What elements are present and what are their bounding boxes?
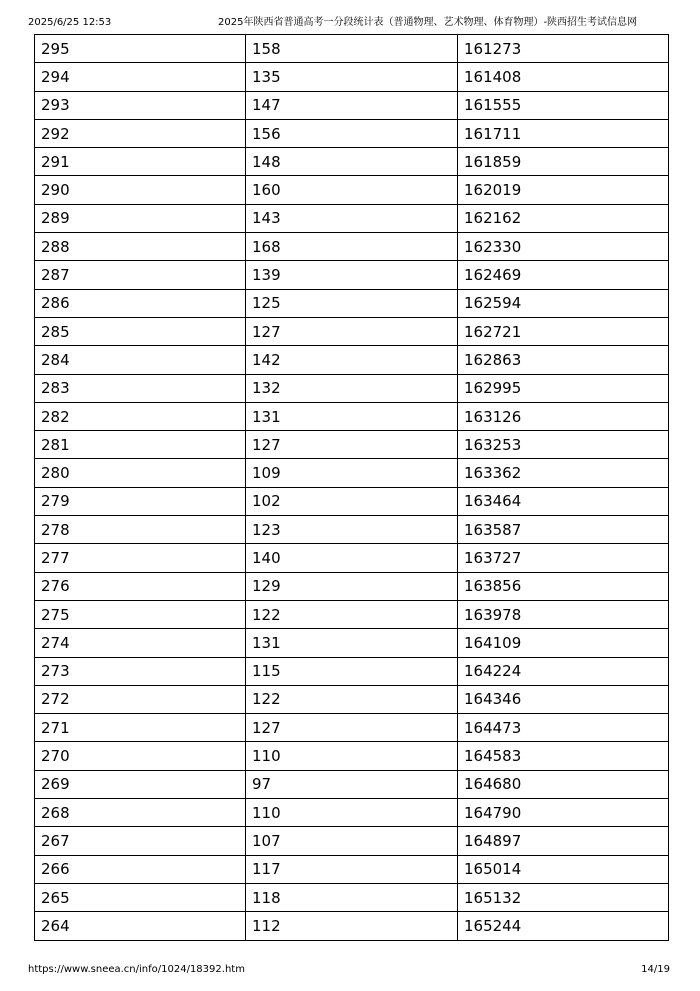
cumulative-count-cell: 163978 — [458, 600, 669, 628]
score-cell: 281 — [35, 431, 246, 459]
table-row — [35, 346, 669, 374]
score-cell: 271 — [35, 714, 246, 742]
count-cell: 135 — [246, 63, 458, 91]
cumulative-count-cell: 162469 — [458, 261, 669, 289]
count-cell: 129 — [246, 572, 458, 600]
score-cell: 269 — [35, 770, 246, 798]
cumulative-count-cell: 164583 — [458, 742, 669, 770]
cumulative-count-cell: 164224 — [458, 657, 669, 685]
page-url: https://www.sneea.cn/info/1024/18392.htm — [28, 964, 245, 975]
cumulative-count-cell: 163587 — [458, 516, 669, 544]
page-footer — [28, 962, 670, 978]
count-cell: 117 — [246, 855, 458, 883]
cumulative-count-cell: 163856 — [458, 572, 669, 600]
count-cell: 131 — [246, 402, 458, 430]
score-cell: 270 — [35, 742, 246, 770]
cumulative-count-cell: 163464 — [458, 487, 669, 515]
score-cell: 295 — [35, 35, 246, 63]
score-cell: 268 — [35, 799, 246, 827]
table-row — [35, 516, 669, 544]
score-cell: 267 — [35, 827, 246, 855]
count-cell: 147 — [246, 91, 458, 119]
cumulative-count-cell: 161711 — [458, 119, 669, 147]
score-distribution-table — [34, 34, 669, 941]
count-cell: 139 — [246, 261, 458, 289]
score-cell: 279 — [35, 487, 246, 515]
table-row — [35, 261, 669, 289]
cumulative-count-cell: 165132 — [458, 883, 669, 911]
count-cell: 125 — [246, 289, 458, 317]
table-row — [35, 63, 669, 91]
count-cell: 156 — [246, 119, 458, 147]
cumulative-count-cell: 162721 — [458, 317, 669, 345]
cumulative-count-cell: 165244 — [458, 912, 669, 940]
score-cell: 285 — [35, 317, 246, 345]
table-row — [35, 714, 669, 742]
table-body — [35, 35, 669, 941]
score-cell: 288 — [35, 233, 246, 261]
count-cell: 160 — [246, 176, 458, 204]
score-cell: 264 — [35, 912, 246, 940]
count-cell: 143 — [246, 204, 458, 232]
table-row — [35, 827, 669, 855]
score-cell: 286 — [35, 289, 246, 317]
score-cell: 273 — [35, 657, 246, 685]
score-cell: 266 — [35, 855, 246, 883]
score-cell: 277 — [35, 544, 246, 572]
cumulative-count-cell: 164346 — [458, 685, 669, 713]
count-cell: 97 — [246, 770, 458, 798]
table-row — [35, 289, 669, 317]
count-cell: 168 — [246, 233, 458, 261]
cumulative-count-cell: 164790 — [458, 799, 669, 827]
table-row — [35, 799, 669, 827]
table-row — [35, 119, 669, 147]
table-row — [35, 317, 669, 345]
cumulative-count-cell: 164897 — [458, 827, 669, 855]
table-row — [35, 459, 669, 487]
cumulative-count-cell: 161555 — [458, 91, 669, 119]
print-datetime: 2025/6/25 12:53 — [28, 17, 112, 28]
count-cell: 102 — [246, 487, 458, 515]
table-row — [35, 657, 669, 685]
count-cell: 110 — [246, 799, 458, 827]
cumulative-count-cell: 162019 — [458, 176, 669, 204]
table-row — [35, 204, 669, 232]
count-cell: 148 — [246, 148, 458, 176]
score-cell: 287 — [35, 261, 246, 289]
cumulative-count-cell: 162863 — [458, 346, 669, 374]
score-cell: 278 — [35, 516, 246, 544]
table-row — [35, 91, 669, 119]
table-row — [35, 629, 669, 657]
table-row — [35, 402, 669, 430]
count-cell: 122 — [246, 600, 458, 628]
score-cell: 294 — [35, 63, 246, 91]
score-cell: 283 — [35, 374, 246, 402]
count-cell: 131 — [246, 629, 458, 657]
count-cell: 112 — [246, 912, 458, 940]
table-row — [35, 176, 669, 204]
cumulative-count-cell: 162330 — [458, 233, 669, 261]
count-cell: 127 — [246, 317, 458, 345]
count-cell: 127 — [246, 431, 458, 459]
cumulative-count-cell: 162594 — [458, 289, 669, 317]
score-cell: 276 — [35, 572, 246, 600]
count-cell: 109 — [246, 459, 458, 487]
table-row — [35, 431, 669, 459]
table-row — [35, 233, 669, 261]
score-cell: 275 — [35, 600, 246, 628]
score-cell: 289 — [35, 204, 246, 232]
score-cell: 274 — [35, 629, 246, 657]
score-cell: 290 — [35, 176, 246, 204]
table-row — [35, 148, 669, 176]
score-cell: 291 — [35, 148, 246, 176]
cumulative-count-cell: 163126 — [458, 402, 669, 430]
table-row — [35, 544, 669, 572]
cumulative-count-cell: 161408 — [458, 63, 669, 91]
cumulative-count-cell: 163253 — [458, 431, 669, 459]
cumulative-count-cell: 164680 — [458, 770, 669, 798]
table-row — [35, 855, 669, 883]
score-cell: 280 — [35, 459, 246, 487]
count-cell: 142 — [246, 346, 458, 374]
cumulative-count-cell: 161859 — [458, 148, 669, 176]
count-cell: 118 — [246, 883, 458, 911]
table-row — [35, 742, 669, 770]
table-row — [35, 374, 669, 402]
table-row — [35, 572, 669, 600]
score-cell: 293 — [35, 91, 246, 119]
table-row — [35, 685, 669, 713]
table-row — [35, 600, 669, 628]
table-row — [35, 770, 669, 798]
cumulative-count-cell: 164473 — [458, 714, 669, 742]
count-cell: 132 — [246, 374, 458, 402]
cumulative-count-cell: 162162 — [458, 204, 669, 232]
cumulative-count-cell: 165014 — [458, 855, 669, 883]
table-row — [35, 883, 669, 911]
count-cell: 140 — [246, 544, 458, 572]
table-row — [35, 912, 669, 940]
count-cell: 110 — [246, 742, 458, 770]
table-row — [35, 487, 669, 515]
count-cell: 107 — [246, 827, 458, 855]
cumulative-count-cell: 161273 — [458, 35, 669, 63]
cumulative-count-cell: 162995 — [458, 374, 669, 402]
count-cell: 127 — [246, 714, 458, 742]
cumulative-count-cell: 163727 — [458, 544, 669, 572]
page-number: 14/19 — [641, 964, 670, 975]
score-cell: 284 — [35, 346, 246, 374]
page-title: 2025年陕西省普通高考一分段统计表（普通物理、艺术物理、体育物理）-陕西招生考试信息网 — [218, 17, 638, 28]
page-header — [28, 15, 670, 31]
cumulative-count-cell: 163362 — [458, 459, 669, 487]
count-cell: 115 — [246, 657, 458, 685]
count-cell: 158 — [246, 35, 458, 63]
count-cell: 122 — [246, 685, 458, 713]
score-cell: 265 — [35, 883, 246, 911]
count-cell: 123 — [246, 516, 458, 544]
cumulative-count-cell: 164109 — [458, 629, 669, 657]
score-cell: 282 — [35, 402, 246, 430]
score-cell: 272 — [35, 685, 246, 713]
score-cell: 292 — [35, 119, 246, 147]
table-row — [35, 35, 669, 63]
